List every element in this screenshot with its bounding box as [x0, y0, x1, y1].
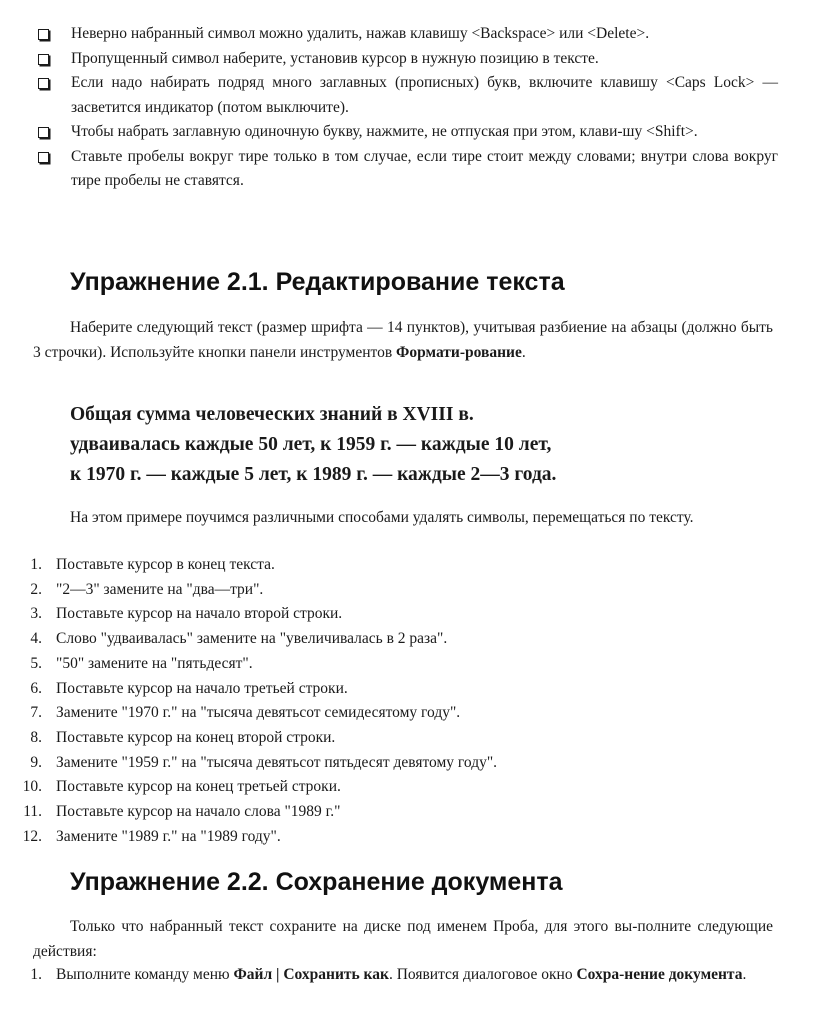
step-text: Замените "1959 г." на "тысяча девятьсот пятьдесят девятому году". [56, 753, 498, 771]
step-number: 1. [30, 966, 42, 983]
bullet-text: Чтобы набрать заглавную одиночную букву, нажмите, не отпуская при этом, клави-шу <Shift>. [71, 123, 698, 140]
step-number: 12. [22, 827, 42, 845]
list-item [38, 22, 778, 47]
checkbox-bullet-icon [38, 152, 49, 163]
checkbox-bullet-icon [38, 54, 49, 65]
step-text-part: . [742, 966, 747, 983]
step-text: Поставьте курсор в конец текста. [56, 556, 275, 573]
list-item [38, 145, 778, 194]
list-item [0, 677, 780, 702]
list-item [0, 578, 780, 603]
step-number: 8. [30, 728, 42, 746]
step-number: 1. [30, 556, 42, 573]
list-item [0, 963, 780, 988]
tips-list [38, 22, 778, 194]
checkbox-bullet-icon [38, 29, 49, 40]
step-text: Поставьте курсор на конец третьей строки. [56, 778, 341, 796]
list-item [0, 627, 780, 652]
exercise-2-1-lead: На этом примере поучимся различными способами удалять символы, перемещаться по тексту. [70, 509, 694, 526]
list-item [38, 120, 778, 145]
list-item [0, 751, 780, 776]
bullet-text: Ставьте пробелы вокруг тире только в том случае, если тире стоит между словами; внутри слова вокруг тире пробелы не ставятся. [71, 147, 778, 189]
step-number: 3. [30, 605, 42, 623]
exercise-2-2-intro: Только что набранный текст сохраните на диске под именем Проба, для этого вы-полните следующие действия: [33, 918, 773, 960]
list-item [0, 726, 780, 751]
sample-text [70, 400, 556, 490]
dialog-name: Сохра-нение документа [576, 966, 743, 983]
step-text: Слово "удваивалась" замените на "увеличивалась в 2 раза". [56, 630, 448, 648]
step-text: Замените "1970 г." на "тысяча девятьсот семидесятому году". [56, 704, 461, 722]
list-item [0, 800, 780, 825]
bullet-text: Неверно набранный символ можно удалить, нажав клавишу <Backspace> или <Delete>. [71, 25, 650, 42]
checkbox-bullet-icon [38, 127, 49, 138]
intro-end: . [521, 343, 526, 361]
sample-line: удваивалась каждые 50 лет, к 1959 г. — каждые 10 лет, [70, 434, 552, 455]
step-number: 5. [30, 654, 42, 672]
exercise-2-2-steps [0, 963, 780, 988]
step-text-part: . Появится диалоговое окно [388, 966, 577, 983]
step-number: 11. [23, 803, 42, 821]
list-item [0, 775, 780, 800]
step-number: 7. [30, 704, 42, 722]
exercise-2-1-intro [33, 316, 773, 365]
step-text: Поставьте курсор на начало слова "1989 г." [56, 803, 341, 821]
step-number: 10. [22, 778, 42, 796]
list-item [0, 602, 780, 627]
step-text: "50" замените на "пятьдесят". [56, 654, 253, 672]
step-number: 2. [30, 580, 42, 598]
sample-line: к 1970 г. — каждые 5 лет, к 1989 г. — каждые 2—3 года. [70, 464, 557, 485]
list-item [0, 553, 780, 578]
list-item [0, 701, 780, 726]
step-text: Поставьте курсор на начало третьей строки. [56, 679, 348, 697]
step-text-part: Выполните команду меню [56, 966, 234, 983]
list-item [0, 825, 780, 850]
step-text: "2—3" замените на "два—три". [56, 580, 264, 598]
step-text: Поставьте курсор на начало второй строки. [56, 605, 343, 623]
step-number: 9. [30, 753, 42, 771]
list-item [38, 47, 778, 72]
bullet-text: Если надо набирать подряд много заглавных (прописных) букв, включите клавишу <Caps Lock> — засветится индикатор (потом выключите). [71, 74, 778, 116]
step-number: 6. [30, 679, 42, 697]
step-text: Поставьте курсор на конец второй строки. [56, 728, 336, 746]
step-text: Замените "1989 г." на "1989 году". [56, 827, 281, 845]
step-text [56, 963, 780, 988]
exercise-2-1-steps [0, 553, 780, 849]
list-item [0, 652, 780, 677]
sample-line: Общая сумма человеческих знаний в XVIII в. [70, 404, 474, 425]
exercise-2-2-heading: Упражнение 2.2. Сохранение документа [70, 868, 563, 896]
checkbox-bullet-icon [38, 78, 49, 89]
exercise-2-1-heading: Упражнение 2.1. Редактирование текста [70, 268, 565, 296]
bullet-text: Пропущенный символ наберите, установив курсор в нужную позицию в тексте. [71, 49, 599, 67]
intro-text: Наберите следующий текст (размер шрифта — 14 пунктов), учитывая разбиение на абзацы (должно быть 3 строчки). Используйте кнопки панели инструментов [33, 319, 773, 361]
step-number: 4. [30, 630, 42, 648]
list-item [38, 71, 778, 120]
menu-command: Файл | Сохранить как [233, 966, 389, 983]
intro-bold: Формати-рование [396, 343, 522, 361]
